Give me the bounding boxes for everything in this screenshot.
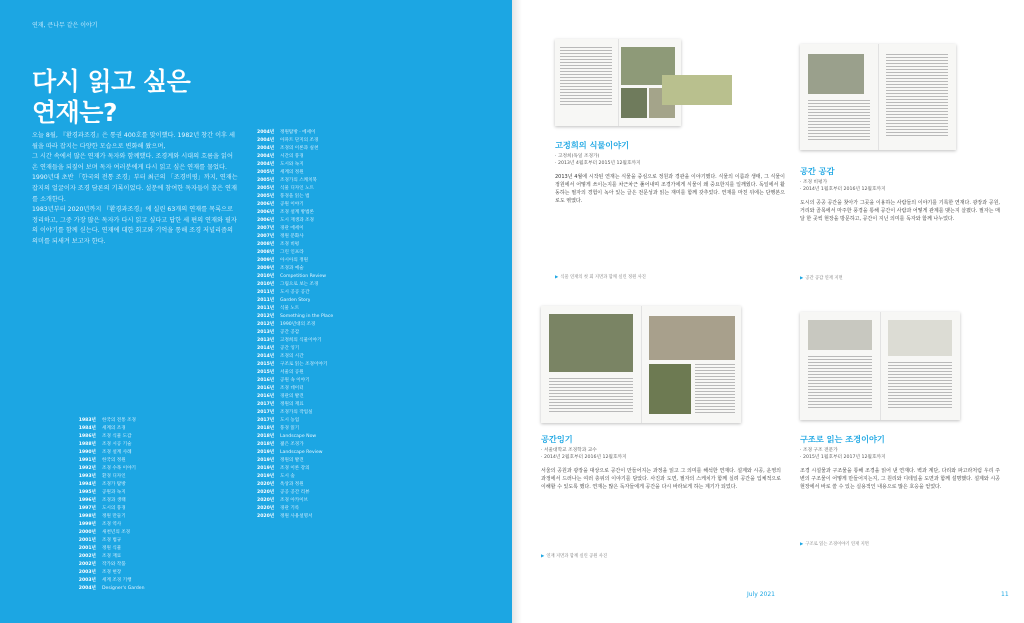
serial-list-item <box>257 361 457 369</box>
caption-text: 연재 지면과 함께 실린 공원 사진 <box>546 554 608 559</box>
serial-list-item <box>257 137 457 145</box>
serial-title: 경관 에세이 <box>280 226 304 231</box>
serial-title: 풍경 읽기 <box>280 426 300 431</box>
serial-title: 새천년의 조경 <box>102 530 131 535</box>
article-meta <box>800 179 1000 194</box>
serial-list-item <box>76 561 246 569</box>
article-meta <box>800 447 1000 462</box>
photo-caption <box>555 275 785 282</box>
serial-title: 조경과 생태 <box>102 498 126 503</box>
serial-title: 조경가의 작업실 <box>280 410 313 415</box>
serial-title: 조경 이론 강의 <box>280 466 310 471</box>
serial-title: 아시아의 정원 <box>280 258 309 263</box>
serial-year: 2010년 <box>257 282 275 287</box>
serial-year: 2020년 <box>257 498 275 503</box>
period-line: · 2013년 4월호부터 2015년 12월호까지 <box>555 161 641 167</box>
serial-title: 옥상과 정원 <box>280 482 304 487</box>
serial-title: 공간 잉기 <box>280 346 300 351</box>
serial-title: 조경 설계 방법론 <box>280 210 314 215</box>
author-line: · 고정희(독일 조경가) <box>555 154 600 159</box>
caption-marker-icon: ▶ <box>555 275 559 280</box>
serial-list-item <box>257 153 457 161</box>
serial-title: 도시 재생과 조경 <box>280 218 314 223</box>
serial-title: 조경 비평 <box>280 242 300 247</box>
serial-year: 2019년 <box>257 450 275 455</box>
serial-year: 2007년 <box>257 234 275 239</box>
serial-year: 2009년 <box>257 266 275 271</box>
article-body: 서울의 공원과 광장을 대상으로 공간이 만들어지는 과정을 읽고 그 의미를 해석한 연재다. 설계와 시공, 운영의 과정에서 드러나는 여러 층위의 이야기를 담았다. 사진과 도면, 필자의 스케치가 함께 실려 공간을 입체적으로 이해할 수 있도록 했다. 연재는 많은 독자들에게 공간을 다시 바라보게 하는 계기가 되었다. <box>541 468 781 491</box>
serial-year: 2019년 <box>257 466 275 471</box>
section-label: 연재, 큰나무 같은 이야기 <box>32 22 98 29</box>
caption-text: 구조로 읽는 조경이야기 연재 지면 <box>805 542 869 547</box>
serial-list-item <box>257 345 457 353</box>
author-line: · 서울대학교 조경학과 교수 <box>541 448 597 453</box>
serial-year: 1992년 <box>78 466 96 471</box>
serial-title: 정원의 발견 <box>280 458 304 463</box>
serial-year: 2017년 <box>257 402 275 407</box>
serial-list-item <box>257 249 457 257</box>
serial-title: 그림으로 보는 조경 <box>280 282 319 287</box>
caption-text: 식물 연재의 첫 회 지면과 함께 실린 정원 사진 <box>560 275 646 280</box>
serial-title: 식물 디자인 노트 <box>280 186 314 191</box>
serial-title: Something in the Place <box>280 314 334 319</box>
serial-title: 한국의 정원 <box>102 458 126 463</box>
serial-year: 2011년 <box>257 290 275 295</box>
serial-year: 2006년 <box>257 210 275 215</box>
serial-year: 1993년 <box>78 474 96 479</box>
serial-year: 2008년 <box>257 250 275 255</box>
serial-list-item <box>257 337 457 345</box>
caption-text: 공간 공감 연재 지면 <box>805 276 843 281</box>
serial-list-item <box>76 433 246 441</box>
serial-year: 2015년 <box>257 370 275 375</box>
serial-list-item <box>257 505 457 513</box>
serial-list-item <box>76 505 246 513</box>
author-line: · 조경 구조 전문가 <box>800 448 838 453</box>
serial-list-item <box>257 241 457 249</box>
serial-year: 2005년 <box>257 194 275 199</box>
serial-year: 1996년 <box>78 498 96 503</box>
article-meta <box>541 447 781 462</box>
serial-title: 조경 식물 도감 <box>102 434 132 439</box>
serial-title: 조경 재료 <box>102 554 122 559</box>
serial-title: 정원 식물 <box>102 546 122 551</box>
serial-year: 2002년 <box>78 562 96 567</box>
serial-title: 고정희의 식물이야기 <box>280 338 322 343</box>
serial-title: 시간의 풍경 <box>280 154 304 159</box>
serial-list-item <box>257 425 457 433</box>
serial-title: 도시의 풍경 <box>102 506 126 511</box>
serial-title: Competition Review <box>280 274 326 279</box>
serial-list-item <box>76 425 246 433</box>
article-title: 공간 공감 <box>800 166 835 176</box>
magazine-spread-image <box>541 306 741 423</box>
serial-list-item <box>76 553 246 561</box>
serial-year: 2011년 <box>257 306 275 311</box>
caption-marker-icon: ▶ <box>800 276 804 281</box>
serial-title: 조경의 이론과 실천 <box>280 146 319 151</box>
serial-year: 1984년 <box>78 426 96 431</box>
magazine-spread-image <box>800 44 956 150</box>
intro-paragraph: 오늘 8월, 『환경과조경』은 통권 400호를 맞이했다. 1982년 창간 이후 세월을 따라 잡지는 다양한 모습으로 변화해 왔으며, <box>32 132 235 150</box>
period-line: · 2015년 1월호부터 2017년 12월호까지 <box>800 455 886 461</box>
serial-title: 공간 공감 <box>280 330 300 335</box>
article-body: 2013년 4월에 시작된 연재는 식물을 중심으로 정원과 경관을 이야기했다. 식물의 이름과 생태, 그 식물이 정원에서 어떻게 쓰이는지를 차근차근 풀어내며 조경가에게 식물이 왜 중요한지를 일깨웠다. 독일에서 활동하는 필자의 경험이 녹아 있는 글은 전문성과 읽는 재미를 함께 갖추었다. 연재를 마친 뒤에는 단행본으로도 엮였다. <box>555 174 785 205</box>
serial-list-item <box>76 457 246 465</box>
serial-year: 2006년 <box>257 202 275 207</box>
intro-paragraph: 1990년대 초반 「한국의 전통 조경」부터 최근의 「조경비평」까지, 연재는 잡지의 얼굴이자 조경 담론의 기록이었다. 설문에 참여한 독자들이 꼽은 연재를 소개한다. <box>32 174 238 203</box>
serial-list-item <box>257 217 457 225</box>
serial-list-item <box>257 401 457 409</box>
serial-title: 1990년대의 조경 <box>280 322 316 327</box>
serial-list-item <box>257 377 457 385</box>
serial-title: 서울의 공원 <box>280 370 304 375</box>
serial-year: 2007년 <box>257 226 275 231</box>
serial-year: 2014년 <box>257 354 275 359</box>
article-body: 조경 시설물과 구조물을 통해 조경을 읽어 낸 연재다. 벽과 계단, 다리와 파고라처럼 우리 주변의 구조물이 어떻게 만들어지는지, 그 원리와 디테일을 도면과 함께 설명했다. 설계와 시공 현장에서 바로 쓸 수 있는 실용적인 내용으로 많은 호응을 얻었다. <box>800 468 1000 491</box>
serial-title: 조경의 시간 <box>280 354 304 359</box>
headline <box>32 66 190 128</box>
serial-list-item <box>76 417 246 425</box>
serial-title: Landscape Review <box>280 450 323 455</box>
serial-title: 조경 법규 <box>102 538 122 543</box>
serial-year: 2020년 <box>257 490 275 495</box>
serial-title: 도시 숲 <box>280 474 295 479</box>
serial-title: 조경 데이터 <box>280 386 304 391</box>
serial-year: 2016년 <box>257 386 275 391</box>
issue-date: July 2021 <box>747 591 775 598</box>
serial-year: 1991년 <box>78 458 96 463</box>
serial-year: 2001년 <box>78 538 96 543</box>
serial-list-item <box>76 489 246 497</box>
serial-list-item <box>257 281 457 289</box>
serial-list-item <box>257 313 457 321</box>
serial-year: 2009년 <box>257 258 275 263</box>
serial-title: 작가와 작품 <box>102 562 126 567</box>
serial-title: 경관 기록 <box>280 506 300 511</box>
serial-list-item <box>76 521 246 529</box>
serial-list-item <box>257 417 457 425</box>
serial-list-item <box>257 225 457 233</box>
headline-line: 연재는? <box>32 98 117 127</box>
serial-title: Landscape Now <box>280 434 317 439</box>
serial-list-item <box>257 329 457 337</box>
serial-list-item <box>257 513 457 521</box>
caption-marker-icon: ▶ <box>541 554 545 559</box>
serial-year: 2018년 <box>257 426 275 431</box>
serial-title: 세계의 정원 <box>280 170 304 175</box>
serial-list-early <box>76 417 246 593</box>
serial-year: 2016년 <box>257 394 275 399</box>
photo-caption <box>541 554 781 561</box>
serial-year: 2017년 <box>257 418 275 423</box>
serial-year: 2018년 <box>257 442 275 447</box>
serial-year: 2004년 <box>78 586 96 591</box>
serial-title: 정원탐방 · 에세이 <box>280 130 316 135</box>
headline-line: 다시 읽고 싶은 <box>32 67 191 96</box>
serial-year: 2008년 <box>257 242 275 247</box>
serial-title: 정원 문화사 <box>280 234 304 239</box>
serial-list-item <box>257 393 457 401</box>
serial-title: 조경가 탐방 <box>102 482 126 487</box>
serial-title: 정원의 재료 <box>280 402 304 407</box>
serial-list-item <box>257 209 457 217</box>
serial-year: 1983년 <box>78 418 96 423</box>
serial-year: 1997년 <box>78 506 96 511</box>
serial-year: 1988년 <box>78 442 96 447</box>
serial-year: 2017년 <box>257 410 275 415</box>
serial-year: 2002년 <box>78 554 96 559</box>
serial-list-item <box>257 257 457 265</box>
serial-title: 정원 만들기 <box>102 514 126 519</box>
serial-year: 2020년 <box>257 514 275 519</box>
serial-year: 2005년 <box>257 186 275 191</box>
serial-title: 조경 현장 <box>102 570 122 575</box>
serial-list-item <box>257 369 457 377</box>
serial-year: 2020년 <box>257 482 275 487</box>
magazine-spread-image <box>662 39 752 126</box>
serial-list-item <box>257 465 457 473</box>
serial-title: 공원 속 이야기 <box>280 378 310 383</box>
serial-list-item <box>257 473 457 481</box>
intro-text <box>32 131 240 248</box>
serial-title: 구조로 읽는 조경이야기 <box>280 362 328 367</box>
serial-year: 2011년 <box>257 298 275 303</box>
serial-year: 2013년 <box>257 338 275 343</box>
serial-year: 1995년 <box>78 490 96 495</box>
caption-marker-icon: ▶ <box>800 542 804 547</box>
serial-year: 1999년 <box>78 522 96 527</box>
article-title: 구조로 읽는 조경이야기 <box>800 434 885 444</box>
article-title: 고정희의 식물이야기 <box>555 140 630 150</box>
serial-list-item <box>257 409 457 417</box>
intro-paragraph: 그 시간 속에서 많은 연재가 독자와 함께했다. 조경계와 시대의 흐름을 읽어 온 연재들을 되짚어 보며 독자 여러분에게 다시 읽고 싶은 연재를 물었다. <box>32 153 233 171</box>
serial-year: 2015년 <box>257 362 275 367</box>
serial-list-item <box>257 441 457 449</box>
serial-title: 도시 농업 <box>280 418 300 423</box>
serial-title: 조경 시공 기술 <box>102 442 132 447</box>
photo-caption <box>800 276 1000 283</box>
serial-year: 2004년 <box>257 138 275 143</box>
serial-title: 조경 수목 이야기 <box>102 466 136 471</box>
serial-list-item <box>257 233 457 241</box>
serial-list-item <box>257 273 457 281</box>
serial-title: 조경 아카이브 <box>280 498 309 503</box>
serial-year: 2019년 <box>257 458 275 463</box>
serial-list-item <box>257 185 457 193</box>
serial-list-item <box>76 577 246 585</box>
serial-year: 2012년 <box>257 322 275 327</box>
serial-list-item <box>257 289 457 297</box>
article-body: 도시의 공공 공간을 찾아가 그곳을 이용하는 사람들의 이야기를 기록한 연재다. 광장과 공원, 거리와 골목에서 마주한 풍경을 통해 공간이 사람과 어떻게 관계를 맺는지 살폈다. 필자는 매달 한 곳씩 현장을 방문하고, 공간이 지닌 의미를 독자와 함께 나누었다. <box>800 200 1000 223</box>
serial-year: 2001년 <box>78 546 96 551</box>
serial-list-item <box>257 449 457 457</box>
serial-year: 2004년 <box>257 130 275 135</box>
serial-year: 2010년 <box>257 274 275 279</box>
serial-year: 2012년 <box>257 314 275 319</box>
serial-year: 2018년 <box>257 434 275 439</box>
photo-caption <box>800 542 1000 549</box>
serial-year: 2004년 <box>257 146 275 151</box>
right-page <box>512 0 1024 623</box>
page-gutter <box>512 0 522 623</box>
serial-year: 2004년 <box>257 154 275 159</box>
serial-list-recent <box>257 129 457 521</box>
page-number: 11 <box>1001 591 1009 598</box>
serial-title: 조경 설계 사례 <box>102 450 132 455</box>
serial-list-item <box>257 489 457 497</box>
serial-list-item <box>76 585 246 593</box>
serial-list-item <box>257 129 457 137</box>
serial-list-item <box>76 449 246 457</box>
serial-title: 젊은 조경가 <box>280 442 304 447</box>
serial-title: 공원 이야기 <box>280 202 304 207</box>
serial-list-item <box>76 569 246 577</box>
serial-list-item <box>76 441 246 449</box>
serial-list-item <box>257 457 457 465</box>
period-line: · 2014년 1월호부터 2016년 12월호까지 <box>800 187 886 193</box>
serial-list-item <box>257 193 457 201</box>
serial-title: 도시와 녹지 <box>280 162 304 167</box>
serial-list-item <box>76 497 246 505</box>
serial-year: 1990년 <box>78 450 96 455</box>
serial-list-item <box>76 465 246 473</box>
serial-year: 2016년 <box>257 378 275 383</box>
serial-year: 2003년 <box>78 578 96 583</box>
serial-list-item <box>257 353 457 361</box>
serial-year: 2004년 <box>257 162 275 167</box>
serial-title: 식물 노트 <box>280 306 300 311</box>
serial-list-item <box>76 513 246 521</box>
serial-list-item <box>257 265 457 273</box>
serial-title: 아파트 단지의 조경 <box>280 138 319 143</box>
serial-title: 환경 디자인 <box>102 474 126 479</box>
serial-title: 공원과 녹지 <box>102 490 126 495</box>
serial-year: 2014년 <box>257 346 275 351</box>
serial-title: 세계 조경 기행 <box>102 578 132 583</box>
serial-list-item <box>257 385 457 393</box>
serial-title: 경관의 발견 <box>280 394 304 399</box>
serial-list-item <box>257 297 457 305</box>
serial-year: 2020년 <box>257 506 275 511</box>
serial-year: 2006년 <box>257 218 275 223</box>
serial-list-item <box>257 497 457 505</box>
serial-year: 1998년 <box>78 514 96 519</box>
article-title: 공간잉기 <box>541 434 573 444</box>
serial-list-item <box>76 529 246 537</box>
serial-list-item <box>257 145 457 153</box>
serial-title: 정원 사용설명서 <box>280 514 313 519</box>
serial-title: 조경 역사 <box>102 522 122 527</box>
serial-list-item <box>257 161 457 169</box>
article-meta <box>555 153 785 168</box>
serial-list-item <box>257 169 457 177</box>
serial-list-item <box>76 537 246 545</box>
serial-year: 2000년 <box>78 530 96 535</box>
serial-list-item <box>257 201 457 209</box>
serial-title: 한국의 전통 조경 <box>102 418 136 423</box>
serial-year: 2005년 <box>257 178 275 183</box>
serial-title: Garden Story <box>280 298 311 303</box>
serial-title: 풍경을 읽는 법 <box>280 194 310 199</box>
serial-title: Designer's Garden <box>102 586 145 591</box>
serial-title: 공공 공간 리뷰 <box>280 490 310 495</box>
serial-title: 도시 공공 공간 <box>280 290 310 295</box>
serial-list-item <box>257 481 457 489</box>
serial-list-item <box>257 433 457 441</box>
serial-title: 그린 인프라 <box>280 250 304 255</box>
serial-list-item <box>257 305 457 313</box>
serial-list-item <box>257 177 457 185</box>
magazine-spread-image <box>800 312 960 420</box>
serial-year: 2005년 <box>257 170 275 175</box>
serial-list-item <box>76 473 246 481</box>
serial-title: 조경과 예술 <box>280 266 304 271</box>
serial-year: 2003년 <box>78 570 96 575</box>
period-line: · 2014년 2월호부터 2016년 12월호까지 <box>541 455 627 461</box>
serial-list-item <box>76 481 246 489</box>
serial-list-item <box>76 545 246 553</box>
serial-year: 1994년 <box>78 482 96 487</box>
serial-year: 1986년 <box>78 434 96 439</box>
intro-paragraph: 1983년부터 2020년까지 『환경과조경』에 실린 63개의 연재를 목록으로 정리하고, 그중 가장 많은 독자가 다시 읽고 싶다고 답한 세 편의 연재와 필자의 이야기를 함께 싣는다. 연재에 대한 회고와 기억을 통해 조경 저널리즘의 의미를 되새겨 보고자 한다. <box>32 206 237 245</box>
serial-list-item <box>257 321 457 329</box>
serial-year: 2019년 <box>257 474 275 479</box>
author-line: · 조경 비평가 <box>800 180 828 185</box>
serial-title: 세계의 조경 <box>102 426 126 431</box>
serial-year: 2013년 <box>257 330 275 335</box>
serial-title: 조경가의 스케치북 <box>280 178 317 183</box>
